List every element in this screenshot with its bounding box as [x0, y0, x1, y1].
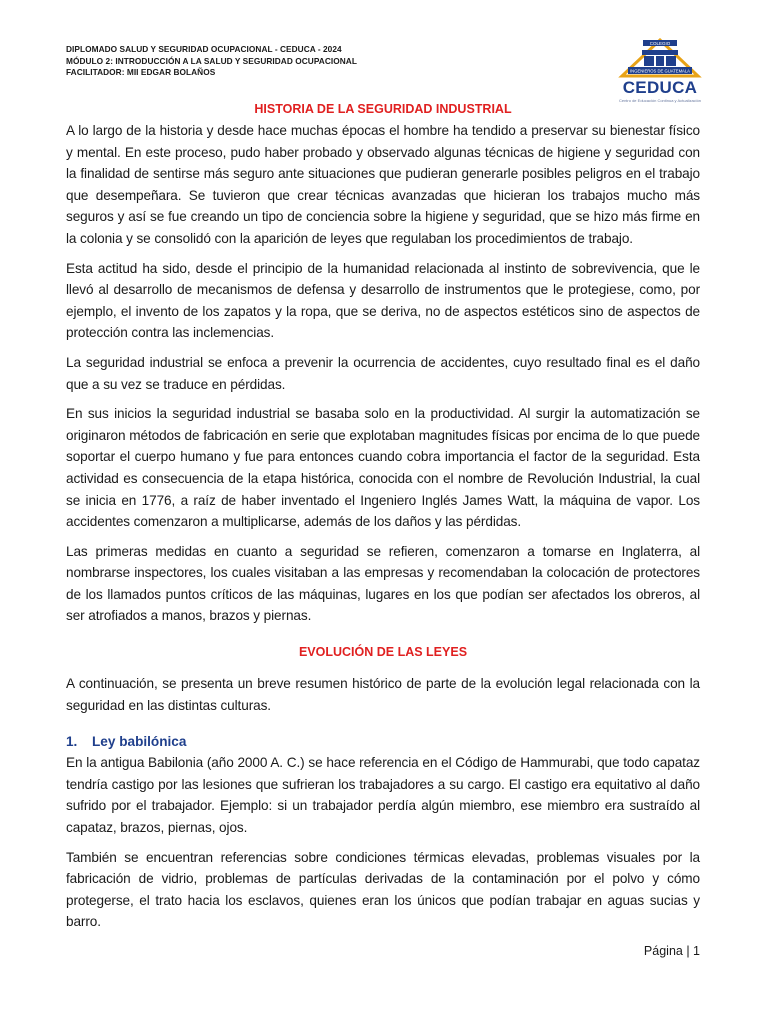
paragraph-2: Esta actitud ha sido, desde el principio de la humanidad relacionada al instinto de sobrevivencia, que le llevó al desarrollo de mecanismos de defensa y desarrollo de instrumentos que le protegiese, como, por ejemplo, el invento de los zapatos y la ropa, que se deriva, no de aspectos estéticos sino de aspectos de protección contra las inclemencias. — [66, 260, 700, 341]
logo-top-text: COLEGIO — [649, 41, 671, 46]
subheading-babylonian-law — [66, 732, 700, 752]
paragraph-3: La seguridad industrial se enfoca a prevenir la ocurrencia de accidentes, cuyo resultado final es el daño que a su vez se traduce en pérdidas. — [66, 354, 700, 392]
document-body — [66, 98, 700, 941]
logo-name: CEDUCA — [622, 78, 698, 97]
page-number: Página | 1 — [643, 944, 700, 958]
paragraph-1: A lo largo de la historia y desde hace muchas épocas el hombre ha tendido a preservar su bienestar físico y mental. En este proceso, pudo haber probado y observado algunas técnicas de higiene y seguridad con la finalidad de sentirse más seguro ante situaciones que pudieran generarle posibles peligros en el trabajo que desempeñara. Se tuvieron que crear técnicas avanzadas que hicieran los trabajos mucho más seguros y así se fue creando un tipo de conciencia sobre la higiene y seguridad, que se hizo más firme en la colonia y se consolidó con la aparición de leyes que regulaban los procedimientos de trabajo. — [66, 123, 700, 246]
ceduca-logo-emblem-icon — [616, 38, 704, 78]
subheading-label: Ley babilónica — [92, 734, 187, 750]
section-title-history: HISTORIA DE LA SEGURIDAD INDUSTRIAL — [254, 102, 512, 116]
ceduca-logo — [616, 38, 704, 106]
paragraph-8: También se encuentran referencias sobre condiciones térmicas elevadas, problemas visuales por la fabricación de vidrio, problemas de partículas derivadas de la contaminación por el polvo y cómo protegerse, el trato hacia los esclavos, quienes eran los únicos que podían trabajar en aguas sucias y barro. — [66, 849, 700, 930]
header-module-line: MÓDULO 2: INTRODUCCIÓN A LA SALUD Y SEGURIDAD OCUPACIONAL — [66, 55, 357, 66]
paragraph-4: En sus inicios la seguridad industrial se basaba solo en la productividad. Al surgir la automatización se originaron métodos de fabricación en serie que explotaban magnitudes físicas por encima de lo que puede soportar el cuerpo humano y fue para entonces cuando cobra importancia el factor de la seguridad. Esta actividad es consecuencia de la etapa histórica, conocida con el nombre de Revolución Industrial, la cual se inicia en 1776, a raíz de haber inventado el Ingeniero Inglés James Watt, la máquina de vapor. Los accidentes comenzaron a multiplicarse, además de los daños y las pérdidas. — [66, 406, 700, 530]
header-course-line: DIPLOMADO SALUD Y SEGURIDAD OCUPACIONAL - CEDUCA - 2024 — [66, 44, 342, 54]
section-title-laws: EVOLUCIÓN DE LAS LEYES — [298, 645, 468, 660]
paragraph-5: Las primeras medidas en cuanto a seguridad se refieren, comenzaron a tomarse en Inglaterra, al nombrarse inspectores, los cuales visitaban a las empresas y recomendaban la colocación de protectores de los llamados puntos críticos de las máquinas, lugares en los que podían ser afectados los obreros, al ser atrofiados a manos, brazos y piernas. — [66, 543, 700, 624]
document-header — [66, 44, 526, 79]
paragraph-6: A continuación, se presenta un breve resumen histórico de parte de la evolución legal relacionada con la seguridad en las distintas culturas. — [66, 676, 700, 713]
logo-band-text: INGENIEROS DE GUATEMALA — [630, 68, 690, 74]
logo-tagline: Centro de Educación Continua y Actualización — [618, 98, 702, 103]
subheading-number: 1. — [66, 734, 78, 750]
header-facilitator-line: FACILITADOR: MII EDGAR BOLAÑOS — [66, 67, 216, 78]
paragraph-7: En la antigua Babilonia (año 2000 A. C.) se hace referencia en el Código de Hammurabi, que todo capataz tendría castigo por las lesiones que sufrieran los trabajadores a su cargo. El castigo era equitativo al daño sufrido por el trabajador. Ejemplo: si un trabajador perdía algún miembro, ese miembro era sustraído al capataz, brazos, piernas, ojos. — [66, 755, 700, 836]
